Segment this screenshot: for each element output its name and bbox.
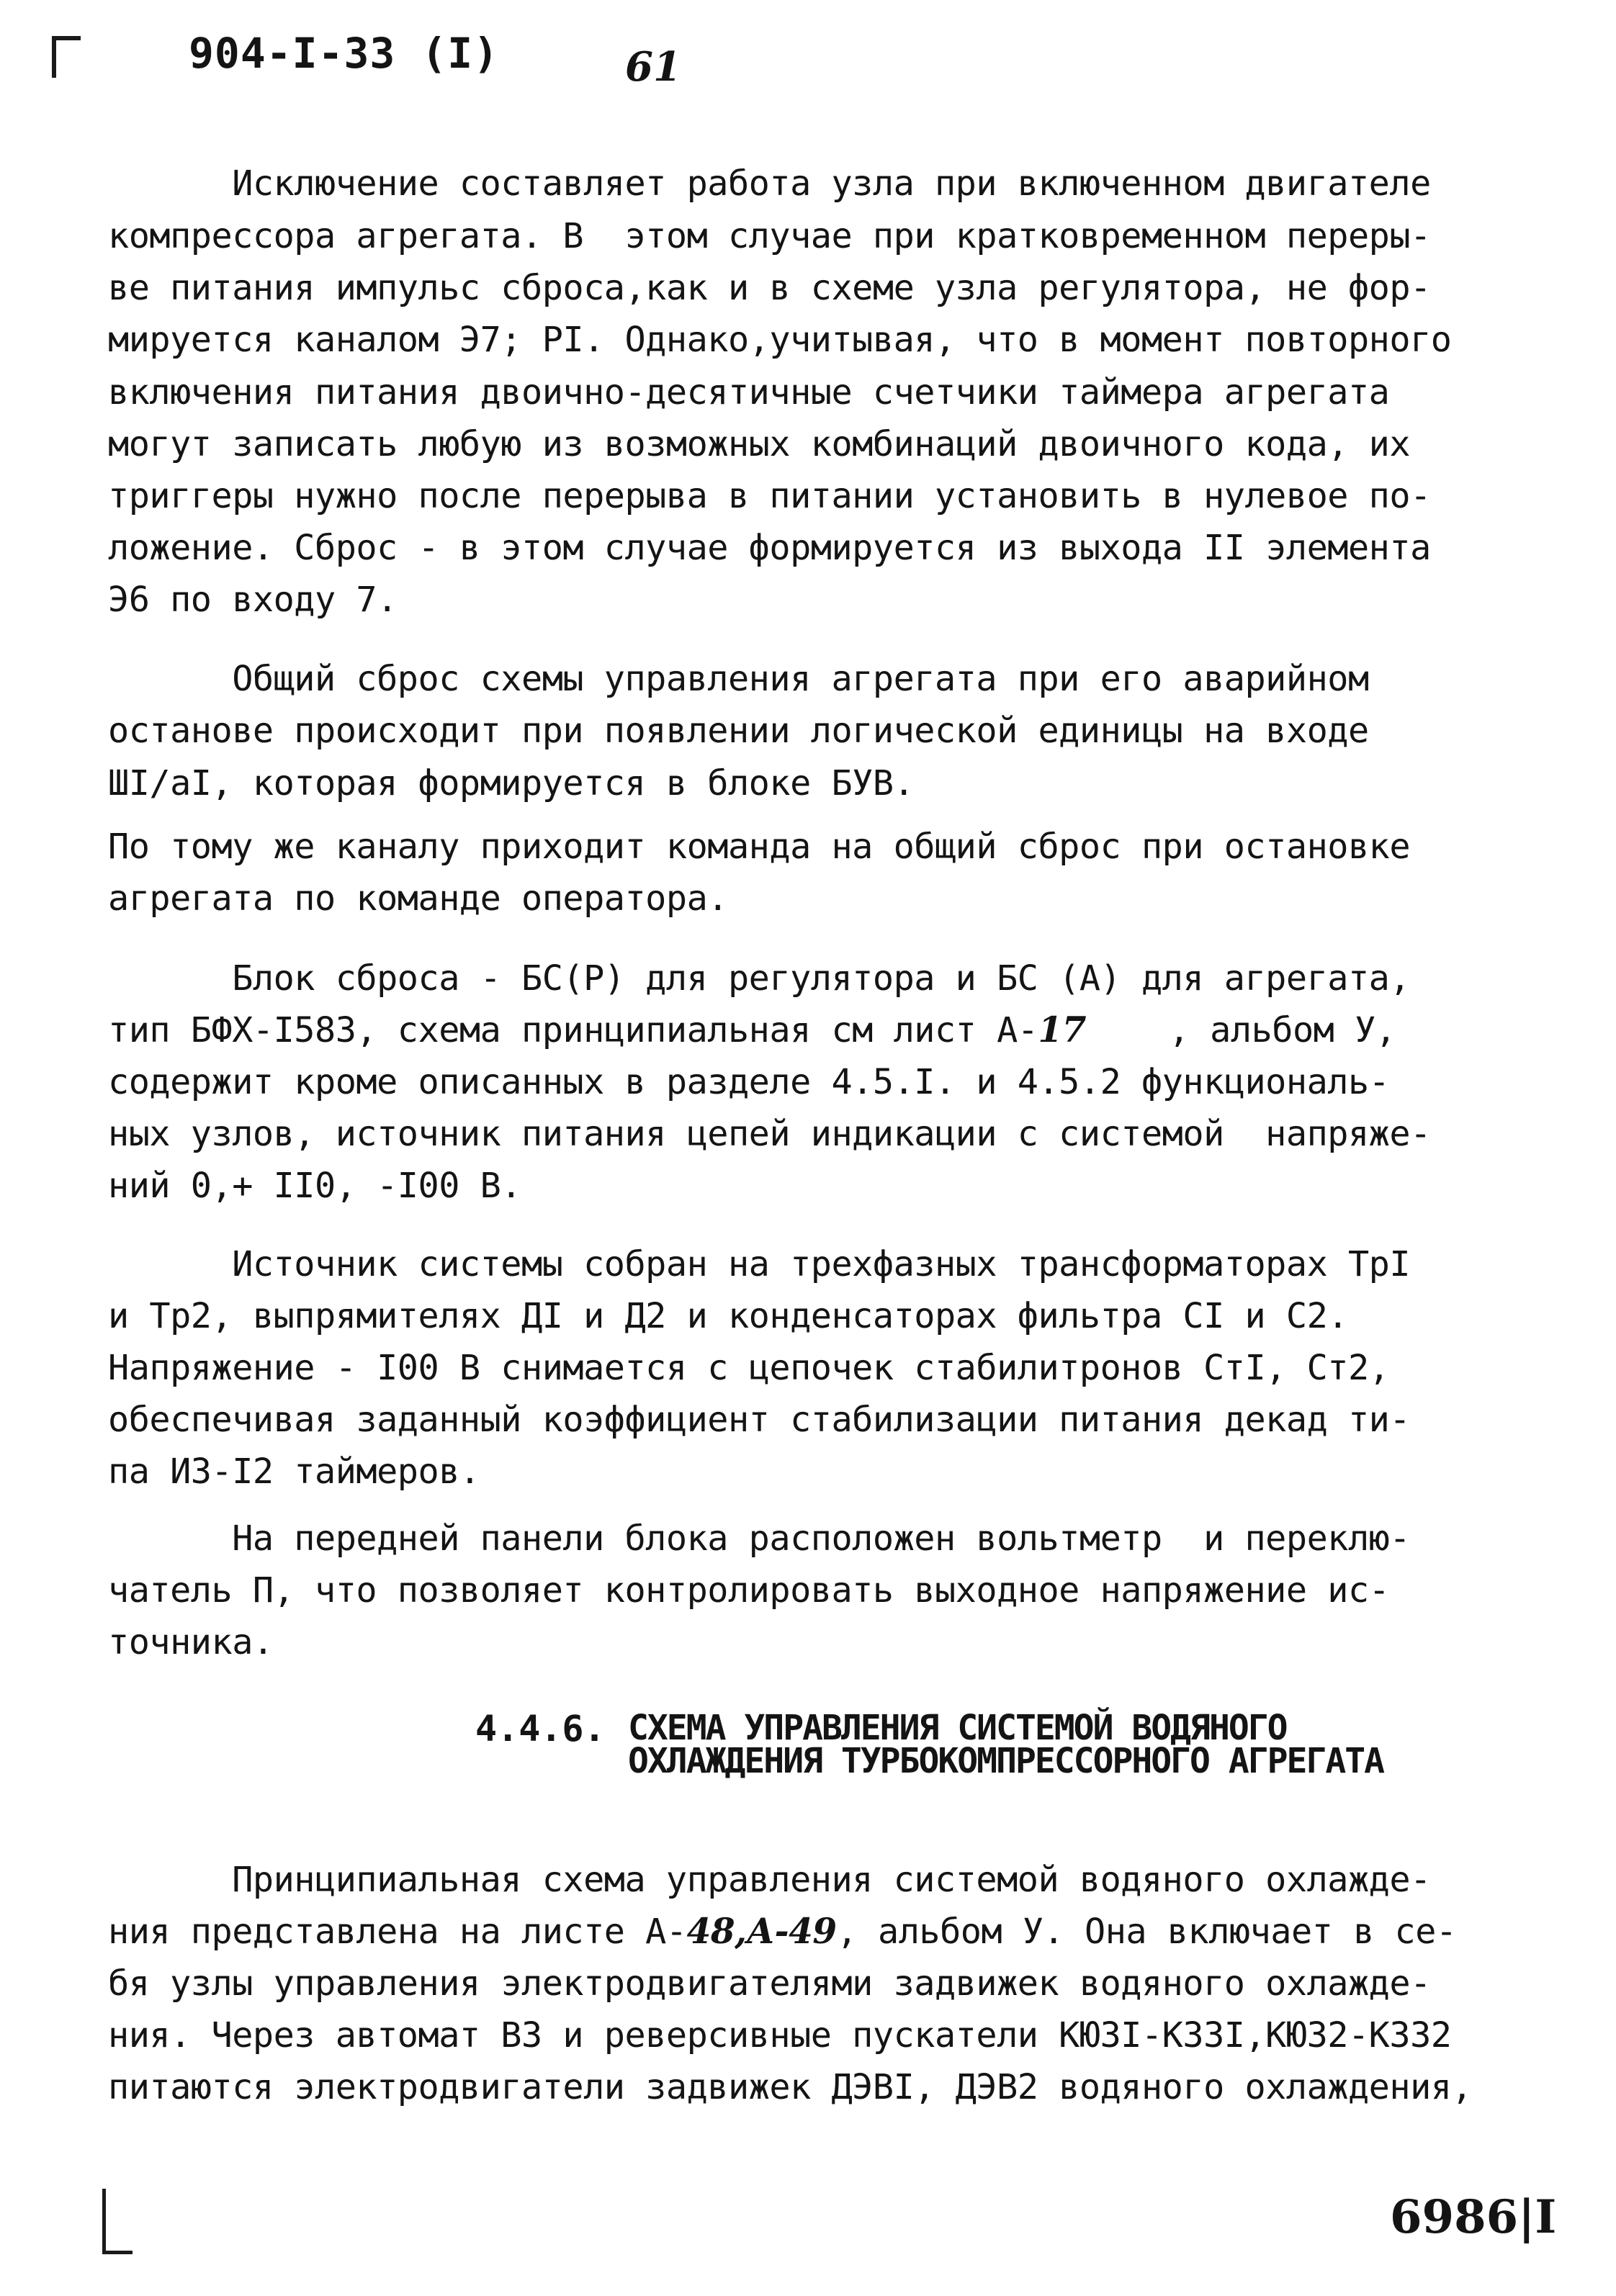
corner-mark-top-left <box>52 36 56 78</box>
text-fragment: ния представлена на листе А- <box>108 1912 687 1952</box>
text-line: Источник системы собран на трехфазных трансформаторах ТрI <box>108 1244 1411 1284</box>
section-number: 4.4.6. <box>475 1708 606 1750</box>
text-line: ве питания импульс сброса,как и в схеме узла регулятора, не фор- <box>108 268 1431 308</box>
text-line: Принципиальная схема управления системой водяного охлажде- <box>108 1860 1431 1900</box>
text-line: Блок сброса - БС(Р) для регулятора и БС (А) для агрегата, <box>108 958 1411 999</box>
text-line: ния. Через автомат ВЗ и реверсивные пускатели КЮЗI-КЗЗI,КЮЗ2-КЗЗ2 <box>108 2015 1452 2056</box>
section-title-continued: ОХЛАЖДЕНИЯ ТУРБОКОМПРЕССОРНОГО АГРЕГАТА <box>628 1741 1384 1781</box>
text-line: содержит кроме описанных в разделе 4.5.I. и 4.5.2 функциональ- <box>108 1062 1390 1102</box>
archive-stamp: 6986|I <box>1390 2190 1557 2244</box>
text-line: бя узлы управления электродвигателями задвижек водяного охлажде- <box>108 1963 1431 2004</box>
text-line: па ИЗ-I2 таймеров. <box>108 1451 480 1492</box>
text-line: Напряжение - I00 В снимается с цепочек стабилитронов СтI, Ст2, <box>108 1348 1390 1388</box>
text-line: питаются электродвигатели задвижек ДЭВI, ДЭВ2 водяного охлаждения, <box>108 2067 1473 2107</box>
section-title: СХЕМА УПРАВЛЕНИЯ СИСТЕМОЙ ВОДЯНОГО <box>628 1708 1287 1748</box>
corner-mark-bottom-left-h <box>102 2251 133 2254</box>
text-line: Исключение составляет работа узла при включенном двигателе <box>108 163 1431 204</box>
text-line: точника. <box>108 1622 274 1662</box>
text-line: Общий сброс схемы управления агрегата при его аварийном <box>108 659 1369 699</box>
text-line: триггеры нужно после перерыва в питании установить в нулевое по- <box>108 476 1431 516</box>
text-line: ШI/aI, которая формируется в блоке БУВ. <box>108 763 915 803</box>
text-fragment: , альбом У. Она включает в се- <box>836 1912 1457 1952</box>
corner-mark-bottom-left <box>102 2189 106 2254</box>
text-line: мируется каналом Э7; РI. Однако,учитывая, что в момент повторного <box>108 320 1452 360</box>
text-fragment: , альбом У, <box>1085 1010 1396 1050</box>
text-line: По тому же каналу приходит команда на общий сброс при остановке <box>108 827 1411 867</box>
text-line: ных узлов, источник питания цепей индикации с системой напряже- <box>108 1114 1431 1154</box>
handwritten-page-number: 61 <box>625 43 681 91</box>
text-line: ложение. Сброс - в этом случае формируется из выхода II элемента <box>108 528 1431 568</box>
text-line: останове происходит при появлении логической единицы на входе <box>108 711 1369 751</box>
handwritten-sheet-ref: 48,А-49 <box>686 1911 837 1952</box>
text-line: чатель П, что позволяет контролировать выходное напряжение ис- <box>108 1570 1390 1611</box>
document-code: 904-I-33 (I) <box>189 29 500 78</box>
text-line: На передней панели блока расположен вольтметр и переклю- <box>108 1518 1411 1559</box>
text-line: включения питания двоично-десятичные счетчики таймера агрегата <box>108 372 1390 413</box>
text-line-with-ref <box>108 1911 1520 1953</box>
text-line: и Тр2, выпрямителях ДI и Д2 и конденсаторах фильтра СI и С2. <box>108 1296 1348 1336</box>
corner-mark-top-left-h <box>52 36 81 40</box>
text-line: Э6 по входу 7. <box>108 580 398 620</box>
text-line: агрегата по команде оператора. <box>108 878 728 919</box>
text-fragment: тип БФХ-I583, схема принципиальная см лист А- <box>108 1010 1038 1050</box>
text-line: компрессора агрегата. В этом случае при кратковременном переры- <box>108 216 1431 256</box>
text-line: обеспечивая заданный коэффициент стабилизации питания декад ти- <box>108 1400 1411 1440</box>
handwritten-sheet-ref: 17 <box>1038 1009 1086 1050</box>
text-line-with-ref <box>108 1009 1520 1051</box>
text-line: ний 0,+ II0, -I00 В. <box>108 1166 521 1206</box>
text-line: могут записать любую из возможных комбинаций двоичного кода, их <box>108 424 1411 464</box>
